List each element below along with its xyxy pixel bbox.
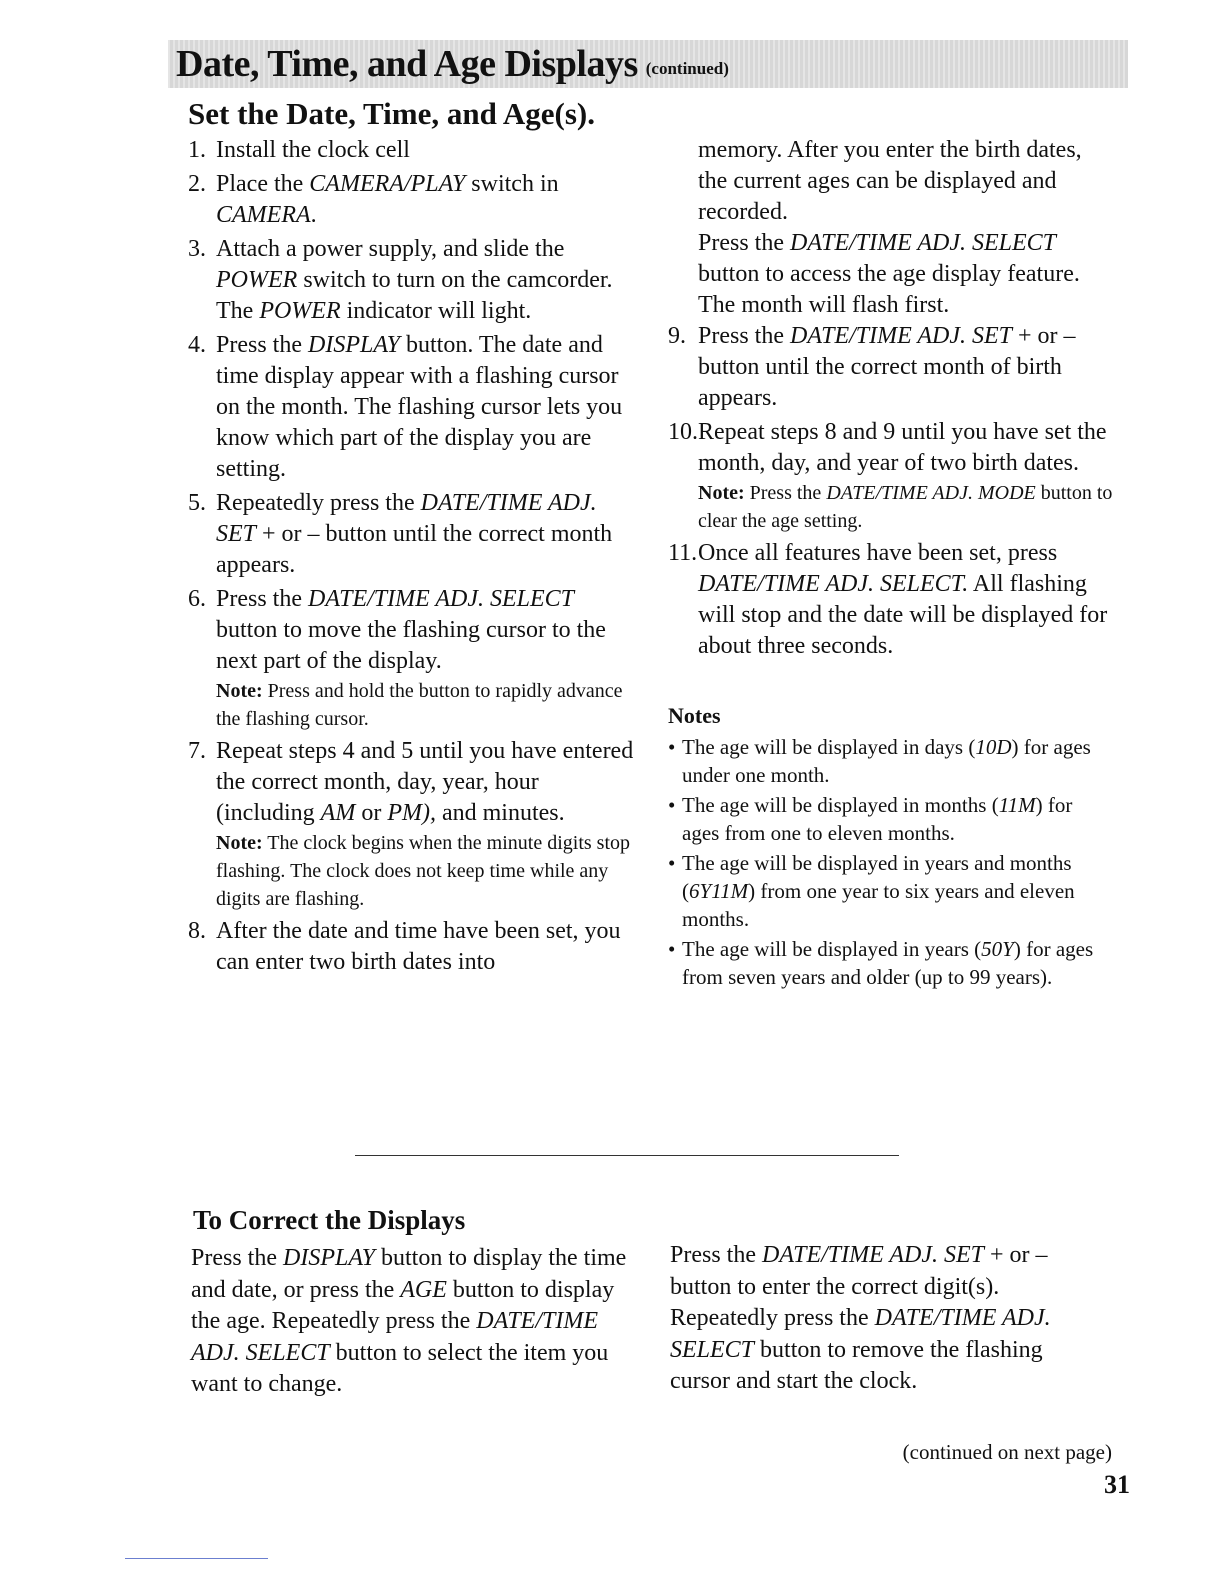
step-6 [188,584,640,733]
step-8 [188,916,640,978]
step-text: indicator will light. [340,298,532,324]
para-text: button to remove the flashing cursor and start the clock. [670,1336,1043,1394]
control-name: POWER [216,267,298,293]
control-name: DATE/TIME ADJ. SELECT [191,1308,599,1366]
control-name: DATE/TIME ADJ. MODE [826,482,1036,504]
note-item [668,935,1113,991]
step-text: After the date and time have been set, you can enter two birth dates into [216,918,621,975]
note-text: Press the [749,482,827,504]
note-text: The age will be displayed in years ( [682,937,982,961]
bullet-icon: • [668,851,676,875]
age-code: 6Y11M [689,879,749,903]
note-item [668,849,1113,933]
step-8-paragraph [668,228,1113,321]
step-text: Repeatedly press the [216,490,421,516]
control-name: DATE/TIME ADJ. SET [216,490,597,547]
step-10-note [698,479,1113,535]
step-text: Press the [698,323,790,349]
note-label: Note: [216,832,263,854]
note-label: Note: [698,482,745,504]
control-name: DATE/TIME ADJ. SELECT. [698,571,969,597]
step-number: 10. [668,419,698,445]
control-name: DATE/TIME ADJ. SET [762,1242,984,1268]
step-text: switch in [465,171,559,197]
note-text: button to clear the age setting. [698,482,1113,532]
step-text: + or – button until the correct month of birth appears. [698,323,1076,411]
bottom-rule [125,1558,268,1559]
step-text: Once all features have been set, press [698,540,1058,566]
control-name: POWER [259,298,341,324]
step-11 [668,538,1113,662]
control-name: CAMERA/PLAY [309,171,466,197]
step-3 [188,234,640,327]
step-6-note [216,677,640,733]
section-banner [168,40,1128,88]
control-name: DISPLAY [308,332,401,358]
note-item [668,733,1113,789]
step-text: All flashing will stop and the date will be displayed for about three seconds. [698,571,1108,659]
para-text: button to display the age. Repeatedly press the [191,1276,615,1334]
correct-left-paragraph [191,1243,641,1401]
step-number: 2. [188,171,206,197]
control-name: DISPLAY [283,1245,376,1271]
step-text: Repeat steps 4 and 5 until you have entered the correct month, day, year, hour (including [216,738,634,826]
left-column [188,135,640,981]
step-text: Place the [216,171,310,197]
age-code: 50Y [981,937,1014,961]
step-text: button to access the age display feature. The month will flash first. [698,261,1080,318]
note-text: The age will be displayed in years and months ( [682,851,1072,903]
step-5 [188,488,640,581]
control-name: DATE/TIME ADJ. SELECT [670,1305,1051,1363]
step-text: Press the [216,332,308,358]
bullet-icon: • [668,937,676,961]
correct-right-paragraph [670,1240,1100,1398]
step-10 [668,417,1113,535]
step-text: . [310,202,317,228]
note-text: ) for ages under one month. [682,735,1091,787]
control-name: AM [320,800,356,826]
step-2 [188,169,640,231]
control-name: DATE/TIME ADJ. SELECT [308,586,575,612]
step-8-continued: memory. After you enter the birth dates, the current ages can be displayed and recorded. [698,137,1082,225]
step-number: 7. [188,738,206,764]
control-name: PM), [387,800,436,826]
age-code: 10D [975,735,1012,759]
para-text: button to display the time and date, or press the [191,1245,627,1303]
page-subtitle: (continued) [645,59,729,78]
set-section-heading: Set the Date, Time, and Age(s). [188,96,595,131]
step-number: 3. [188,236,206,262]
note-text: The clock begins when the minute digits stop flashing. The clock does not keep time while any digits are flashing. [216,832,630,910]
step-text: button to move the flashing cursor to the next part of the display. [216,617,606,674]
para-text: Press the [191,1245,283,1271]
para-text: button to select the item you want to change. [191,1339,609,1397]
correct-section-heading: To Correct the Displays [193,1205,466,1235]
step-text: Press the [216,586,308,612]
step-number: 1. [188,137,206,163]
step-text: Repeat steps 8 and 9 until you have set the month, day, and year of two birth dates. [698,419,1107,476]
note-item [668,791,1113,847]
right-column [668,135,1113,993]
continued-notice: (continued on next page) [902,1440,1112,1464]
step-text: Press the [698,230,790,256]
note-text: ) from one year to six years and eleven months. [682,879,1075,931]
step-text: + or – button until the correct month appears. [216,521,613,578]
notes-heading: Notes [668,703,721,728]
step-4 [188,330,640,485]
bullet-icon: • [668,735,676,759]
control-name: CAMERA [216,202,311,228]
bullet-icon: • [668,793,676,817]
step-9 [668,321,1113,414]
step-text: Install the clock cell [216,137,410,163]
note-text: Press and hold the button to rapidly advance the flashing cursor. [216,680,623,730]
step-number: 11. [668,540,698,566]
control-name: DATE/TIME ADJ. SET [790,323,1012,349]
para-text: Press the [670,1242,762,1268]
page-number: 31 [1104,1470,1130,1499]
section-divider [355,1155,899,1156]
step-number: 9. [668,323,686,349]
age-code: 11M [998,793,1036,817]
control-name: AGE [400,1276,447,1303]
note-text: The age will be displayed in months ( [682,793,999,817]
note-label: Note: [216,680,263,702]
step-text: and minutes. [435,800,565,826]
note-text: ) for ages from one to eleven months. [682,793,1073,845]
step-number: 8. [188,918,206,944]
step-number: 4. [188,332,206,358]
step-text: button. The date and time display appear with a flashing cursor on the month. The flashing cursor lets you know which part of the display you are setting. [216,332,623,482]
step-number: 5. [188,490,206,516]
step-7-note [216,829,640,913]
step-text: or [355,800,388,826]
page-title: Date, Time, and Age Displays [176,43,638,85]
note-text: The age will be displayed in days ( [682,735,976,759]
note-text: ) for ages from seven years and older (up to 99 years). [682,937,1094,989]
step-1 [188,135,640,166]
step-text: switch to turn on the camcorder. The [216,267,613,324]
step-text: Attach a power supply, and slide the [216,236,565,262]
control-name: DATE/TIME ADJ. SELECT [790,230,1057,256]
step-7 [188,736,640,913]
para-text: + or – button to enter the correct digit(s). Repeatedly press the [670,1242,1048,1331]
step-number: 6. [188,586,206,612]
